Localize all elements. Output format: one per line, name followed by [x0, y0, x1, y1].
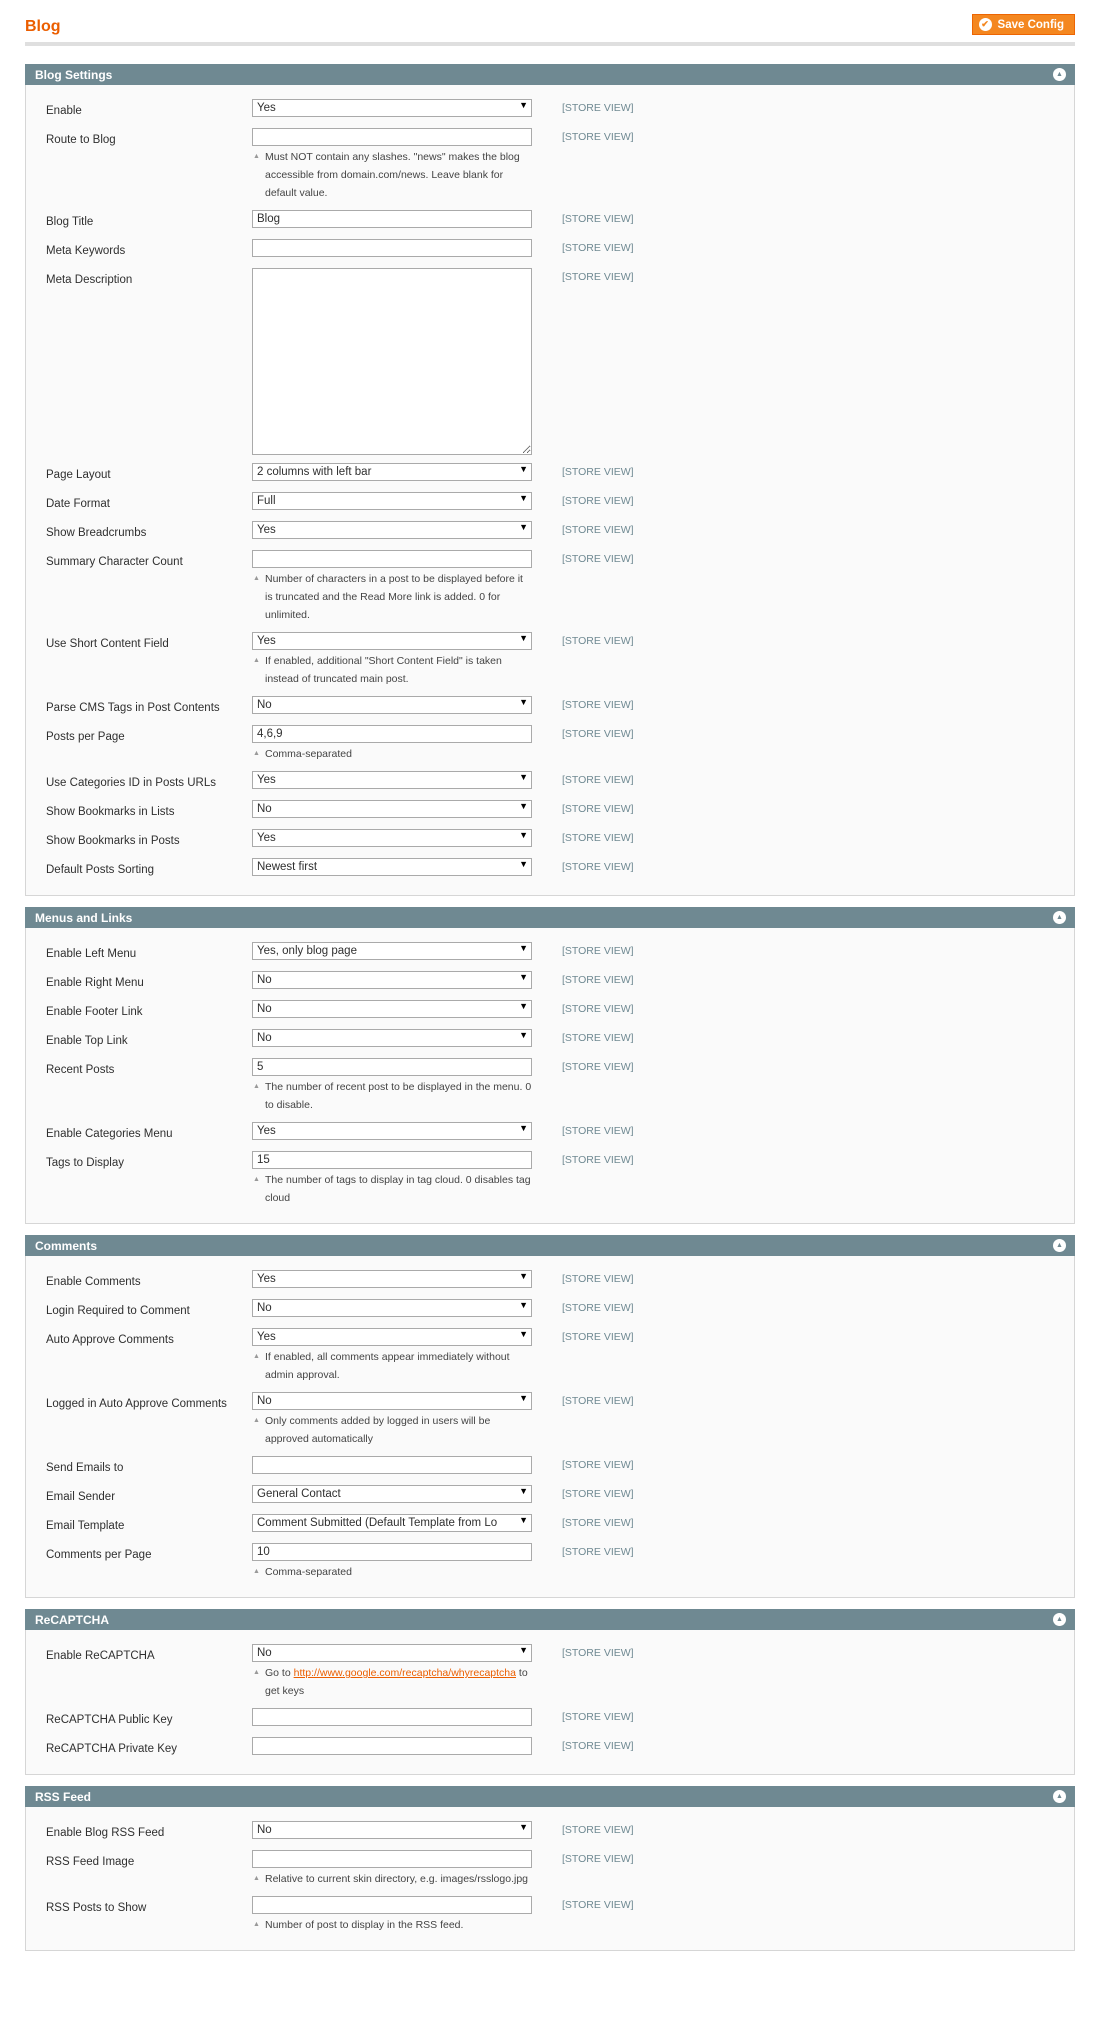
scope-label: [STORE VIEW] [562, 242, 634, 254]
field-row-recaptcha-public-key [26, 1708, 1074, 1729]
field-value [252, 550, 532, 624]
scope-label: [STORE VIEW] [562, 974, 634, 986]
collapse-icon[interactable]: ▲ [1053, 911, 1066, 924]
enable-right-menu-select[interactable] [252, 971, 532, 989]
selected-value: No [257, 1647, 272, 1659]
field-label: Blog Title [46, 216, 94, 228]
selected-value: Yes [257, 635, 276, 647]
field-note: ▲ Only comments added by logged in users will be approved automatically [252, 1412, 532, 1448]
meta-description-textarea[interactable] [252, 268, 532, 455]
field-row-enable-top-link [26, 1029, 1074, 1050]
field-row-enable [26, 99, 1074, 120]
scope-label: [STORE VIEW] [562, 553, 634, 565]
selected-value: No [257, 699, 272, 711]
scope-label: [STORE VIEW] [562, 1331, 634, 1343]
scope-label: [STORE VIEW] [562, 1647, 634, 1659]
scope-label: [STORE VIEW] [562, 1824, 634, 1836]
field-row-use-categories-id-in-posts-urls [26, 771, 1074, 792]
field-row-email-sender [26, 1485, 1074, 1506]
selected-value: Comment Submitted (Default Template from Lo [257, 1517, 498, 1529]
field-value [252, 463, 532, 481]
field-value [252, 632, 532, 688]
selected-value: Yes [257, 832, 276, 844]
scope-label: [STORE VIEW] [562, 635, 634, 647]
field-label: Auto Approve Comments [46, 1334, 174, 1346]
posts-per-page-input[interactable]: 4,6,9 [252, 725, 532, 743]
field-value [252, 210, 532, 228]
dropdown-arrow-icon: ▼ [519, 1001, 528, 1011]
rss-feed-image-input[interactable] [252, 1850, 532, 1868]
field-label: Enable ReCAPTCHA [46, 1650, 155, 1662]
section-body [25, 1630, 1075, 1775]
scope-label: [STORE VIEW] [562, 699, 634, 711]
selected-value: Full [257, 495, 276, 507]
field-note: ▲ Number of characters in a post to be displayed before it is truncated and the Read More link is added. 0 for unlimited. [252, 570, 532, 624]
field-label: Use Short Content Field [46, 638, 169, 650]
config-sections [25, 64, 1075, 1951]
field-row-date-format [26, 492, 1074, 513]
selected-value: Yes [257, 1125, 276, 1137]
field-value [252, 1000, 532, 1018]
selected-value: Yes, only blog page [257, 945, 357, 957]
field-value [252, 1737, 532, 1755]
field-label: Enable Left Menu [46, 948, 137, 960]
field-label: Comments per Page [46, 1549, 152, 1561]
field-value [252, 492, 532, 510]
dropdown-arrow-icon: ▼ [519, 1300, 528, 1310]
dropdown-arrow-icon: ▼ [519, 633, 528, 643]
field-value [252, 1850, 532, 1888]
field-value [252, 858, 532, 876]
field-value [252, 1270, 532, 1288]
use-categories-id-in-posts-urls-select[interactable] [252, 771, 532, 789]
scope-label: [STORE VIEW] [562, 861, 634, 873]
auto-approve-comments-select[interactable] [252, 1328, 532, 1346]
field-value [252, 1151, 532, 1207]
field-label: RSS Feed Image [46, 1856, 135, 1868]
field-row-auto-approve-comments [26, 1328, 1074, 1384]
meta-keywords-input[interactable] [252, 239, 532, 257]
use-short-content-field-select[interactable] [252, 632, 532, 650]
field-label: Enable [46, 105, 82, 117]
section-body [25, 85, 1075, 896]
enable-recaptcha-select[interactable] [252, 1644, 532, 1662]
field-value [252, 128, 532, 202]
field-row-summary-character-count [26, 550, 1074, 624]
scope-label: [STORE VIEW] [562, 1003, 634, 1015]
field-note: ▲ Comma-separated [252, 1563, 532, 1581]
collapse-icon[interactable]: ▲ [1053, 1790, 1066, 1803]
scope-label: [STORE VIEW] [562, 728, 634, 740]
scope-label: [STORE VIEW] [562, 1899, 634, 1911]
field-row-show-bookmarks-in-lists [26, 800, 1074, 821]
field-value [252, 942, 532, 960]
dropdown-arrow-icon: ▼ [519, 100, 528, 110]
field-label: Logged in Auto Approve Comments [46, 1398, 227, 1410]
selected-value: Yes [257, 1273, 276, 1285]
field-note: ▲ The number of tags to display in tag cloud. 0 disables tag cloud [252, 1171, 532, 1207]
scope-label: [STORE VIEW] [562, 1517, 634, 1529]
field-value [252, 725, 532, 763]
field-row-enable-footer-link [26, 1000, 1074, 1021]
field-label: Date Format [46, 498, 110, 510]
save-config-button[interactable] [972, 14, 1075, 35]
field-label: Default Posts Sorting [46, 864, 155, 876]
scope-label: [STORE VIEW] [562, 495, 634, 507]
field-row-use-short-content-field [26, 632, 1074, 688]
scope-label: [STORE VIEW] [562, 1711, 634, 1723]
show-bookmarks-in-posts-select[interactable] [252, 829, 532, 847]
field-label: Email Sender [46, 1491, 116, 1503]
show-breadcrumbs-select[interactable] [252, 521, 532, 539]
email-template-select[interactable] [252, 1514, 532, 1532]
save-config-label: Save Config [997, 18, 1064, 31]
checkmark-icon: ✔ [979, 18, 992, 31]
field-note: ▲ Comma-separated [252, 745, 532, 763]
scope-label: [STORE VIEW] [562, 1061, 634, 1073]
field-value [252, 1514, 532, 1532]
summary-character-count-input[interactable] [252, 550, 532, 568]
section-rss-feed [25, 1786, 1075, 1951]
scope-label: [STORE VIEW] [562, 1459, 634, 1471]
scope-label: [STORE VIEW] [562, 131, 634, 143]
field-label: Enable Right Menu [46, 977, 144, 989]
field-label: Parse CMS Tags in Post Contents [46, 702, 220, 714]
field-note: ▲ The number of recent post to be displayed in the menu. 0 to disable. [252, 1078, 532, 1114]
selected-value: No [257, 974, 272, 986]
field-value [252, 771, 532, 789]
section-header[interactable] [25, 907, 1075, 928]
recaptcha-link[interactable]: http://www.google.com/recaptcha/whyrecaptcha [293, 1667, 516, 1679]
collapse-icon[interactable]: ▲ [1053, 1239, 1066, 1252]
section-title: Comments [35, 1238, 98, 1253]
field-label: Email Template [46, 1520, 125, 1532]
field-row-show-breadcrumbs [26, 521, 1074, 542]
field-label: Recent Posts [46, 1064, 115, 1076]
field-row-enable-right-menu [26, 971, 1074, 992]
dropdown-arrow-icon: ▼ [519, 493, 528, 503]
field-row-default-posts-sorting [26, 858, 1074, 879]
page-title: Blog [25, 18, 61, 35]
field-label: Login Required to Comment [46, 1305, 190, 1317]
note-text: Go to [265, 1667, 294, 1679]
scope-label: [STORE VIEW] [562, 1273, 634, 1285]
show-bookmarks-in-lists-select[interactable] [252, 800, 532, 818]
scope-label: [STORE VIEW] [562, 102, 634, 114]
scope-label: [STORE VIEW] [562, 271, 634, 283]
field-label: Enable Top Link [46, 1035, 128, 1047]
field-label: Show Bookmarks in Lists [46, 806, 175, 818]
section-body [25, 1807, 1075, 1951]
section-header[interactable] [25, 1609, 1075, 1630]
scope-label: [STORE VIEW] [562, 466, 634, 478]
field-label: Posts per Page [46, 731, 125, 743]
field-value [252, 1821, 532, 1839]
field-row-enable-recaptcha [26, 1644, 1074, 1700]
field-value [252, 1543, 532, 1581]
field-note: ▲ If enabled, additional "Short Content Field" is taken instead of truncated main post. [252, 652, 532, 688]
section-comments [25, 1235, 1075, 1598]
login-required-to-comment-select[interactable] [252, 1299, 532, 1317]
scope-label: [STORE VIEW] [562, 1302, 634, 1314]
field-value [252, 696, 532, 714]
section-title: Menus and Links [35, 910, 133, 925]
field-row-rss-posts-to-show [26, 1896, 1074, 1934]
field-value [252, 1644, 532, 1700]
field-note [252, 1664, 532, 1700]
email-sender-select[interactable] [252, 1485, 532, 1503]
field-label: RSS Posts to Show [46, 1902, 147, 1914]
field-row-show-bookmarks-in-posts [26, 829, 1074, 850]
section-header[interactable] [25, 1786, 1075, 1807]
field-label: Enable Footer Link [46, 1006, 143, 1018]
selected-value: Yes [257, 774, 276, 786]
field-value [252, 1122, 532, 1140]
field-label: Use Categories ID in Posts URLs [46, 777, 217, 789]
selected-value: No [257, 1032, 272, 1044]
field-note: ▲ Relative to current skin directory, e.g. images/rsslogo.jpg [252, 1870, 532, 1888]
section-title: RSS Feed [35, 1789, 92, 1804]
scope-label: [STORE VIEW] [562, 945, 634, 957]
field-value [252, 268, 532, 455]
scope-label: [STORE VIEW] [562, 832, 634, 844]
dropdown-arrow-icon: ▼ [519, 801, 528, 811]
field-row-email-template [26, 1514, 1074, 1535]
field-row-enable-left-menu [26, 942, 1074, 963]
enable-categories-menu-select[interactable] [252, 1122, 532, 1140]
section-recaptcha [25, 1609, 1075, 1775]
enable-blog-rss-feed-select[interactable] [252, 1821, 532, 1839]
field-label: Tags to Display [46, 1157, 124, 1169]
section-header[interactable] [25, 1235, 1075, 1256]
dropdown-arrow-icon: ▼ [519, 1486, 528, 1496]
dropdown-arrow-icon: ▼ [519, 830, 528, 840]
selected-value: No [257, 1302, 272, 1314]
field-row-meta-description [26, 268, 1074, 455]
scope-label: [STORE VIEW] [562, 1740, 634, 1752]
section-title: ReCAPTCHA [35, 1612, 110, 1627]
tags-to-display-input[interactable]: 15 [252, 1151, 532, 1169]
field-value [252, 239, 532, 257]
logged-in-auto-approve-comments-select[interactable] [252, 1392, 532, 1410]
selected-value: 2 columns with left bar [257, 466, 372, 478]
field-row-rss-feed-image [26, 1850, 1074, 1888]
field-value [252, 1392, 532, 1448]
field-value [252, 829, 532, 847]
field-row-page-layout [26, 463, 1074, 484]
field-value [252, 800, 532, 818]
field-row-recaptcha-private-key [26, 1737, 1074, 1758]
field-value [252, 1896, 532, 1934]
scope-label: [STORE VIEW] [562, 1395, 634, 1407]
dropdown-arrow-icon: ▼ [519, 697, 528, 707]
scope-label: [STORE VIEW] [562, 1125, 634, 1137]
field-value [252, 1299, 532, 1317]
field-row-enable-comments [26, 1270, 1074, 1291]
enable-footer-link-select[interactable] [252, 1000, 532, 1018]
dropdown-arrow-icon: ▼ [519, 1030, 528, 1040]
recent-posts-input[interactable]: 5 [252, 1058, 532, 1076]
selected-value: Yes [257, 1331, 276, 1343]
dropdown-arrow-icon: ▼ [519, 1393, 528, 1403]
selected-value: Newest first [257, 861, 318, 873]
scope-label: [STORE VIEW] [562, 1853, 634, 1865]
enable-comments-select[interactable] [252, 1270, 532, 1288]
scope-label: [STORE VIEW] [562, 1488, 634, 1500]
dropdown-arrow-icon: ▼ [519, 1645, 528, 1655]
section-title: Blog Settings [35, 67, 113, 82]
selected-value: Yes [257, 102, 276, 114]
page-header [25, 0, 1075, 46]
dropdown-arrow-icon: ▼ [519, 972, 528, 982]
field-value [252, 1029, 532, 1047]
date-format-select[interactable] [252, 492, 532, 510]
field-row-route-to-blog [26, 128, 1074, 202]
page-layout-select[interactable] [252, 463, 532, 481]
default-posts-sorting-select[interactable] [252, 858, 532, 876]
field-value [252, 971, 532, 989]
field-value [252, 1708, 532, 1726]
field-value [252, 1456, 532, 1474]
dropdown-arrow-icon: ▼ [519, 1271, 528, 1281]
dropdown-arrow-icon: ▼ [519, 464, 528, 474]
field-label: Meta Keywords [46, 245, 126, 257]
field-label: Meta Description [46, 274, 133, 286]
field-row-recent-posts [26, 1058, 1074, 1114]
dropdown-arrow-icon: ▼ [519, 859, 528, 869]
parse-cms-tags-in-post-contents-select[interactable] [252, 696, 532, 714]
dropdown-arrow-icon: ▼ [519, 772, 528, 782]
collapse-icon[interactable]: ▲ [1053, 68, 1066, 81]
scope-label: [STORE VIEW] [562, 1154, 634, 1166]
enable-select[interactable] [252, 99, 532, 117]
field-note: ▲ If enabled, all comments appear immediately without admin approval. [252, 1348, 532, 1384]
scope-label: [STORE VIEW] [562, 213, 634, 225]
field-note: ▲ Must NOT contain any slashes. "news" makes the blog accessible from domain.com/news. Leave blank for default value. [252, 148, 532, 202]
field-row-meta-keywords [26, 239, 1074, 260]
scope-label: [STORE VIEW] [562, 1546, 634, 1558]
field-label: Route to Blog [46, 134, 116, 146]
selected-value: Yes [257, 524, 276, 536]
collapse-icon[interactable]: ▲ [1053, 1613, 1066, 1626]
field-label: ReCAPTCHA Public Key [46, 1714, 173, 1726]
field-value [252, 1485, 532, 1503]
section-body [25, 1256, 1075, 1598]
field-row-enable-categories-menu [26, 1122, 1074, 1143]
enable-left-menu-select[interactable] [252, 942, 532, 960]
field-row-enable-blog-rss-feed [26, 1821, 1074, 1842]
selected-value: General Contact [257, 1488, 341, 1500]
dropdown-arrow-icon: ▼ [519, 1515, 528, 1525]
section-body [25, 928, 1075, 1224]
section-header[interactable] [25, 64, 1075, 85]
dropdown-arrow-icon: ▼ [519, 1123, 528, 1133]
field-row-logged-in-auto-approve-comments [26, 1392, 1074, 1448]
dropdown-arrow-icon: ▼ [519, 943, 528, 953]
field-note: ▲ Number of post to display in the RSS feed. [252, 1916, 532, 1934]
field-label: Summary Character Count [46, 556, 183, 568]
dropdown-arrow-icon: ▼ [519, 522, 528, 532]
section-blog-settings [25, 64, 1075, 896]
field-label: Show Breadcrumbs [46, 527, 147, 539]
recaptcha-private-key-input[interactable] [252, 1737, 532, 1755]
field-value [252, 99, 532, 117]
field-row-comments-per-page [26, 1543, 1074, 1581]
section-menus-and-links [25, 907, 1075, 1224]
field-label: Enable Blog RSS Feed [46, 1827, 165, 1839]
selected-value: No [257, 1395, 272, 1407]
selected-value: No [257, 803, 272, 815]
enable-top-link-select[interactable] [252, 1029, 532, 1047]
dropdown-arrow-icon: ▼ [519, 1329, 528, 1339]
field-label: Enable Comments [46, 1276, 141, 1288]
field-row-tags-to-display [26, 1151, 1074, 1207]
dropdown-arrow-icon: ▼ [519, 1822, 528, 1832]
scope-label: [STORE VIEW] [562, 1032, 634, 1044]
selected-value: No [257, 1003, 272, 1015]
route-to-blog-input[interactable] [252, 128, 532, 146]
field-label: ReCAPTCHA Private Key [46, 1743, 178, 1755]
scope-label: [STORE VIEW] [562, 524, 634, 536]
recaptcha-public-key-input[interactable] [252, 1708, 532, 1726]
field-row-parse-cms-tags-in-post-contents [26, 696, 1074, 717]
field-value [252, 1328, 532, 1384]
field-row-login-required-to-comment [26, 1299, 1074, 1320]
field-value [252, 521, 532, 539]
field-label: Show Bookmarks in Posts [46, 835, 180, 847]
scope-label: [STORE VIEW] [562, 803, 634, 815]
field-row-posts-per-page [26, 725, 1074, 763]
note-text: to get keys [265, 1667, 528, 1697]
scope-label: [STORE VIEW] [562, 774, 634, 786]
field-row-blog-title [26, 210, 1074, 231]
rss-posts-to-show-input[interactable] [252, 1896, 532, 1914]
send-emails-to-input[interactable] [252, 1456, 532, 1474]
field-label: Send Emails to [46, 1462, 124, 1474]
field-row-send-emails-to [26, 1456, 1074, 1477]
field-label: Page Layout [46, 469, 111, 481]
comments-per-page-input[interactable]: 10 [252, 1543, 532, 1561]
blog-title-input[interactable]: Blog [252, 210, 532, 228]
field-label: Enable Categories Menu [46, 1128, 173, 1140]
selected-value: No [257, 1824, 272, 1836]
field-value [252, 1058, 532, 1114]
